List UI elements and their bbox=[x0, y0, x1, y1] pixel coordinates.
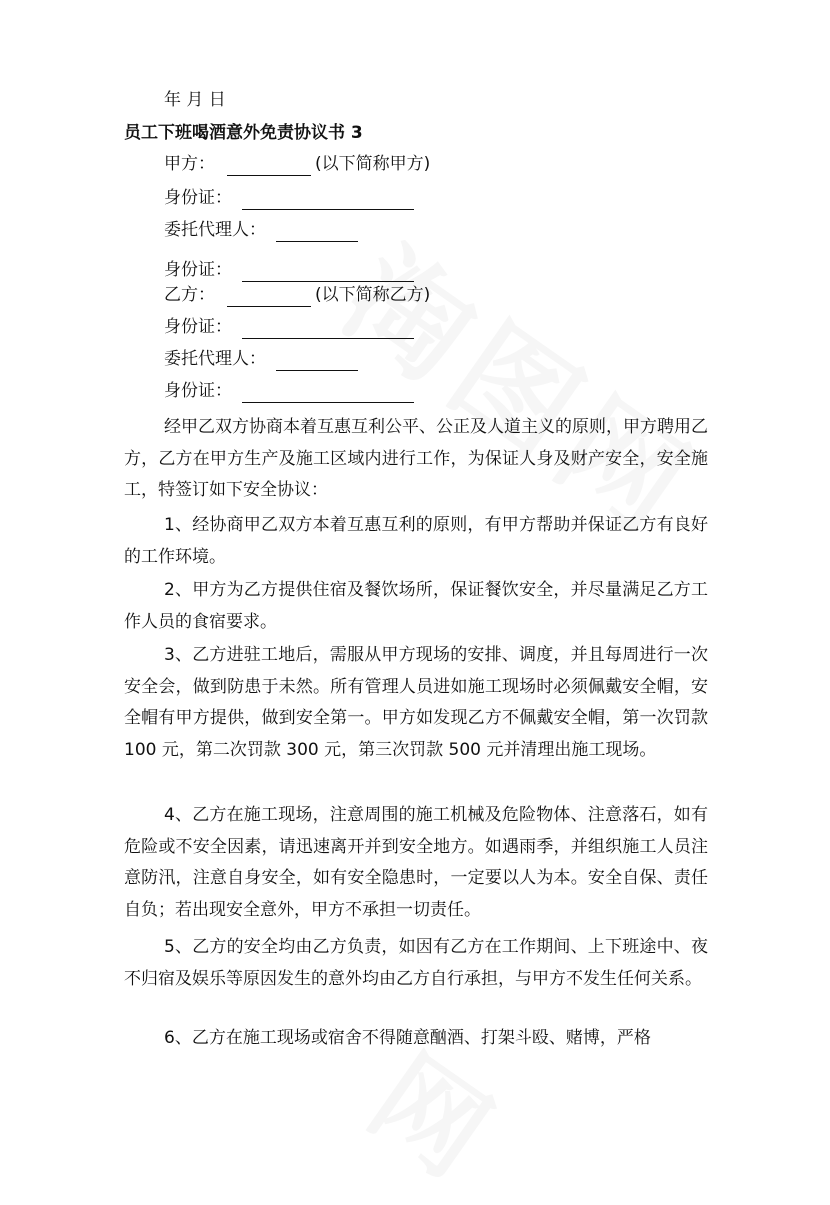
id-a-blank bbox=[242, 191, 414, 210]
id-a2-blank bbox=[242, 263, 414, 282]
paragraph-clause-2: 2、甲方为乙方提供住宿及餐饮场所，保证餐饮安全，并尽量满足乙方工作人员的食宿要求。 bbox=[124, 580, 708, 632]
id-b-row bbox=[164, 315, 418, 339]
id-b-blank bbox=[242, 320, 414, 339]
agent-b-label: 委托代理人： bbox=[164, 349, 266, 369]
party-a-row bbox=[164, 152, 430, 176]
id-b-label: 身份证： bbox=[164, 317, 232, 337]
paragraph-clause-1: 1、经协商甲乙双方本着互惠互利的原则，有甲方帮助并保证乙方有良好的工作环境。 bbox=[124, 515, 708, 567]
party-b-note: (以下简称乙方) bbox=[315, 285, 431, 305]
paragraph-clause-3: 3、乙方进驻工地后，需服从甲方现场的安排、调度，并且每周进行一次安全会，做到防患于未然。所有管理人员进如施工现场时必须佩戴安全帽，安全帽有甲方提供，做到安全第一。甲方如发现乙方不佩戴安全帽，第一次罚款 100 元，第二次罚款 300 元，第三次罚款 500 元并清理出施工现场。 bbox=[124, 645, 708, 760]
id-b2-label: 身份证： bbox=[164, 381, 232, 401]
party-a-label: 甲方： bbox=[164, 154, 215, 174]
party-b-row bbox=[164, 283, 430, 307]
paragraph-intro: 经甲乙双方协商本着互惠互利公平、公正及人道主义的原则，甲方聘用乙方，乙方在甲方生产及施工区域内进行工作，为保证人身及财产安全，安全施工，特签订如下安全协议： bbox=[124, 417, 708, 500]
paragraph-clause-6: 6、乙方在施工现场或宿舍不得随意酗酒、打架斗殴、赌博，严格 bbox=[164, 1028, 651, 1048]
agent-b-row bbox=[164, 347, 362, 371]
party-a-blank bbox=[227, 157, 311, 176]
party-a-note: (以下简称甲方) bbox=[315, 154, 431, 174]
agent-a-blank bbox=[276, 223, 358, 242]
id-a-label: 身份证： bbox=[164, 188, 232, 208]
id-a2-row bbox=[164, 258, 418, 282]
paragraph-clause-4: 4、乙方在施工现场，注意周围的施工机械及危险物体、注意落石，如有危险或不安全因素，请迅速离开并到安全地方。如遇雨季，并组织施工人员注意防汛，注意自身安全，如有安全隐患时，一定要以人为本。安全自保、责任自负；若出现安全意外，甲方不承担一切责任。 bbox=[124, 805, 708, 920]
id-b2-row bbox=[164, 379, 418, 403]
agent-b-blank bbox=[276, 352, 358, 371]
agent-a-row bbox=[164, 218, 362, 242]
id-a2-label: 身份证： bbox=[164, 260, 232, 280]
agent-a-label: 委托代理人： bbox=[164, 220, 266, 240]
date-line: 年 月 日 bbox=[164, 90, 226, 110]
paragraph-clause-5: 5、乙方的安全均由乙方负责，如因有乙方在工作期间、上下班途中、夜不归宿及娱乐等原因发生的意外均由乙方自行承担，与甲方不发生任何关系。 bbox=[124, 937, 708, 989]
party-b-label: 乙方： bbox=[164, 285, 215, 305]
id-a-row bbox=[164, 186, 418, 210]
party-b-blank bbox=[227, 288, 311, 307]
document-title: 员工下班喝酒意外免责协议书 3 bbox=[124, 123, 363, 143]
id-b2-blank bbox=[242, 384, 414, 403]
